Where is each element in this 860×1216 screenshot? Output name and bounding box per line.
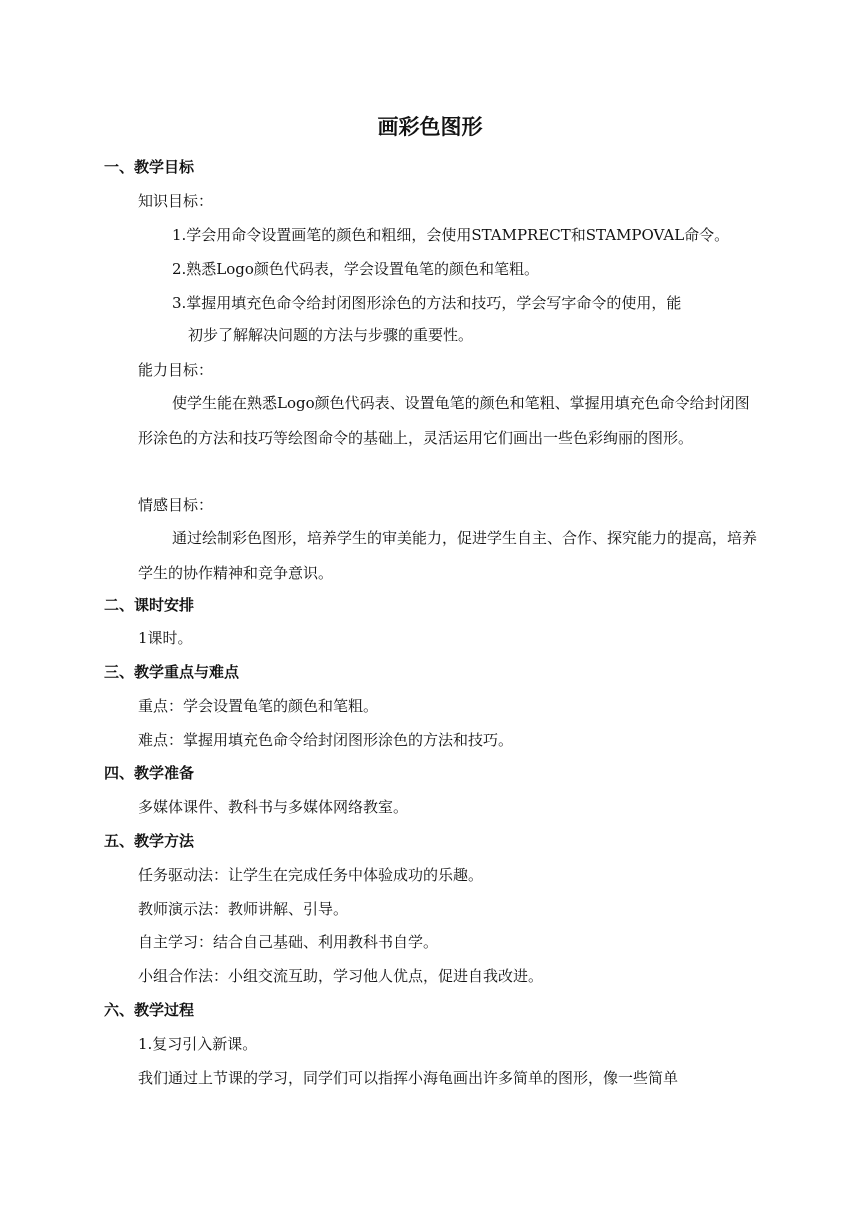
- method-2: 教师演示法：教师讲解、引导。: [138, 900, 349, 918]
- difficulty-text: 难点：掌握用填充色命令给封闭图形涂色的方法和技巧。: [138, 731, 514, 749]
- key-point-text: 重点：学会设置龟笔的颜色和笔粗。: [138, 697, 379, 715]
- section-heading-objectives: 一、教学目标: [104, 158, 195, 176]
- method-3: 自主学习：结合自己基础、利用教科书自学。: [138, 933, 439, 951]
- preparation-text: 多媒体课件、教科书与多媒体网络教室。: [138, 798, 409, 816]
- knowledge-goal-3-continued: 初步了解解决问题的方法与步骤的重要性。: [188, 326, 474, 344]
- ability-goal-label: 能力目标：: [138, 361, 214, 379]
- knowledge-goal-label: 知识目标：: [138, 192, 214, 210]
- section-heading-preparation: 四、教学准备: [104, 764, 195, 782]
- ability-goal-text: 使学生能在熟悉Logo颜色代码表、设置龟笔的颜色和笔粗、掌握用填充色命令给封闭图形涂色的方法和技巧等绘图命令的基础上，灵活运用它们画出一些色彩绚丽的图形。: [138, 394, 750, 447]
- schedule-text: 1课时。: [138, 629, 193, 647]
- section-heading-methods: 五、教学方法: [104, 832, 195, 850]
- method-4: 小组合作法：小组交流互助，学习他人优点，促进自我改进。: [138, 967, 544, 985]
- process-step-1: 1.复习引入新课。: [138, 1035, 258, 1053]
- section-heading-key-points: 三、教学重点与难点: [104, 663, 240, 681]
- knowledge-goal-3: 3.掌握用填充色命令给封闭图形涂色的方法和技巧，学会写字命令的使用，能: [172, 294, 682, 312]
- method-1: 任务驱动法：让学生在完成任务中体验成功的乐趣。: [138, 866, 484, 884]
- document-title: 画彩色图形: [377, 115, 483, 139]
- process-text: 我们通过上节课的学习，同学们可以指挥小海龟画出许多简单的图形，像一些简单: [138, 1069, 679, 1087]
- section-heading-schedule: 二、课时安排: [104, 596, 195, 614]
- emotion-goal-text: 通过绘制彩色图形，培养学生的审美能力，促进学生自主、合作、探究能力的提高，培养学生的协作精神和竞争意识。: [138, 529, 758, 582]
- section-heading-process: 六、教学过程: [104, 1001, 195, 1019]
- knowledge-goal-2: 2.熟悉Logo颜色代码表，学会设置龟笔的颜色和笔粗。: [172, 260, 539, 278]
- emotion-goal-label: 情感目标：: [138, 496, 214, 514]
- knowledge-goal-1: 1.学会用命令设置画笔的颜色和粗细，会使用STAMPRECT和STAMPOVAL命令。: [172, 226, 730, 244]
